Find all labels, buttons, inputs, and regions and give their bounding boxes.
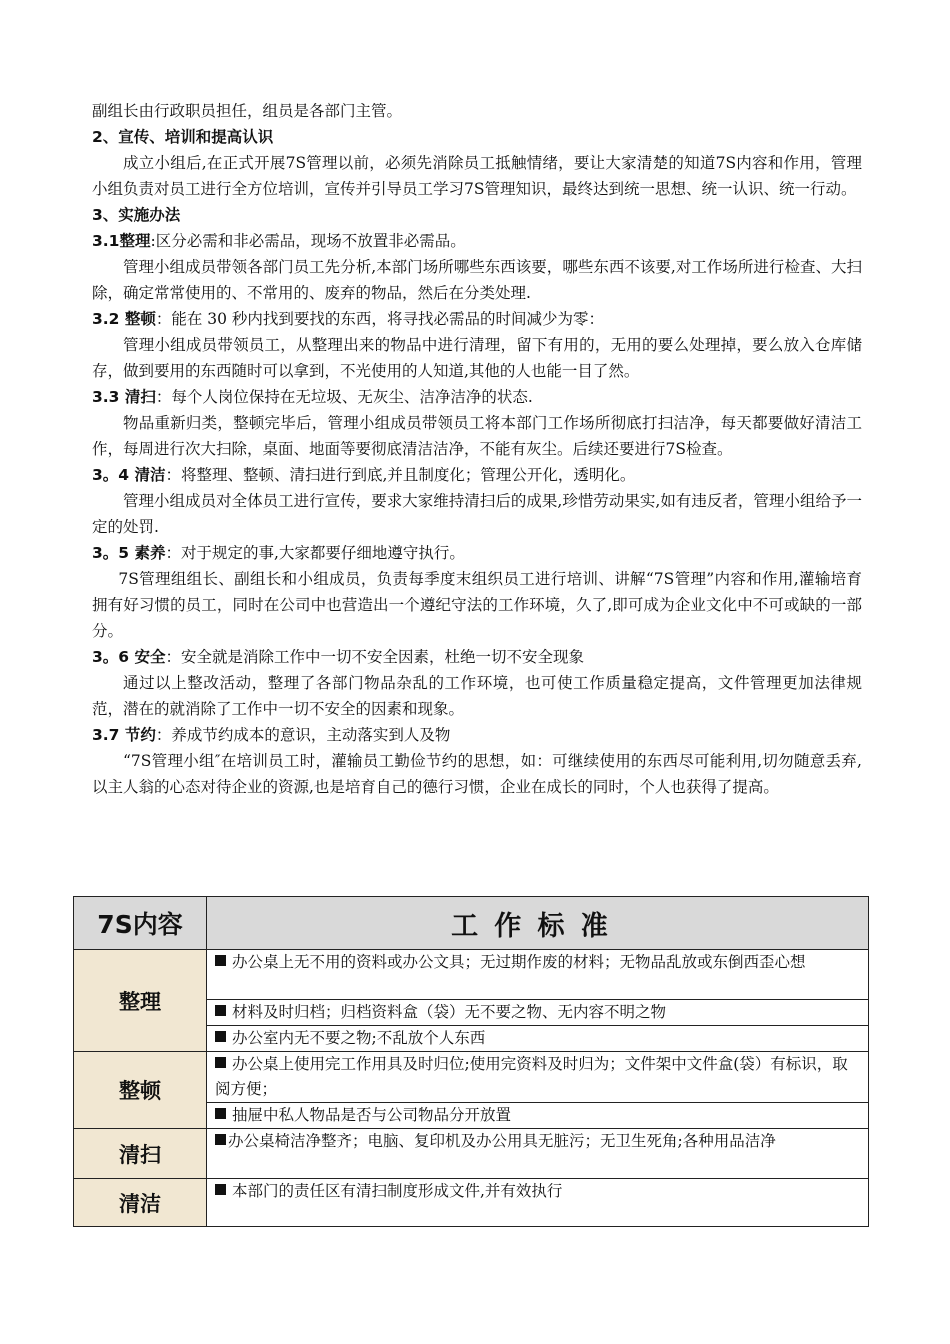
standard-item-text: 抽屉中私人物品是否与公司物品分开放置 xyxy=(232,1106,512,1124)
standard-item-text: 办公桌上使用完工作用具及时归位;使用完资料及时归为；文件架中文件盒(袋）有标识，取阅方便； xyxy=(215,1055,848,1098)
standards-table xyxy=(73,896,869,1227)
square-bullet-icon xyxy=(215,1108,226,1119)
standard-item-text: 本部门的责任区有清扫制度形成文件,并有效执行 xyxy=(232,1182,563,1200)
paragraph-text: :区分必需和非必需品，现场不放置非必需品。 xyxy=(150,232,466,250)
paragraph-text: ：安全就是消除工作中一切不安全因素，杜绝一切不安全现象 xyxy=(165,648,584,666)
square-bullet-icon xyxy=(215,1184,226,1195)
paragraph-text: “7S管理小组″在培训员工时，灌输员工勤俭节约的思想，如：可继续使用的东西尽可能利用,切勿随意丢弃,以主人翁的心态对待企业的资源,也是培育自己的德行习惯，企业在成长的同时，个人也获得了提高。 xyxy=(92,752,862,796)
paragraph-text: 通过以上整改活动，整理了各部门物品杂乱的工作环境，也可使工作质量稳定提高，文件管理更加法律规范，潜在的就消除了工作中一切不安全的因素和现象。 xyxy=(92,674,862,718)
heading-label: 3.7 节约 xyxy=(92,726,156,744)
heading-label: 3。6 安全 xyxy=(92,648,166,666)
paragraph-text: ：将整理、整顿、清扫进行到底,并且制度化；管理公开化，透明化。 xyxy=(165,466,636,484)
standard-item xyxy=(207,1129,869,1179)
body-text xyxy=(92,98,862,800)
paragraph xyxy=(92,332,862,384)
standard-item-text: 办公室内无不要之物;不乱放个人东西 xyxy=(232,1029,486,1047)
paragraph xyxy=(92,150,862,202)
paragraph-text: ：养成节约成本的意识，主动落实到人及物 xyxy=(155,726,451,744)
paragraph-text: ：每个人岗位保持在无垃圾、无灰尘、洁净洁净的状态. xyxy=(155,388,533,406)
paragraph-text: 7S管理组组长、副组长和小组成员，负责每季度末组织员工进行培训、讲解“7S管理”内容和作用,灌输培育拥有好习惯的员工，同时在公司中也营造出一个遵纪守法的工作环境，久了,即可成为企业文化中不可或缺的一部分。 xyxy=(92,570,862,640)
section-heading xyxy=(92,462,862,488)
square-bullet-icon xyxy=(215,955,226,966)
paragraph xyxy=(92,488,862,540)
standard-item-text: 材料及时归档；归档资料盒（袋）无不要之物、无内容不明之物 xyxy=(232,1003,667,1021)
paragraph xyxy=(92,566,862,644)
category-cell: 整顿 xyxy=(74,1052,207,1129)
paragraph-text: 管理小组成员带领各部门员工先分析,本部门场所哪些东西该要，哪些东西不该要,对工作场所进行检查、大扫除，确定常常使用的、不常用的、废弃的物品，然后在分类处理. xyxy=(92,258,862,302)
section-heading xyxy=(92,644,862,670)
heading-label: 3.2 整顿 xyxy=(92,310,156,328)
paragraph-text: ：对于规定的事,大家都要仔细地遵守执行。 xyxy=(165,544,465,562)
square-bullet-icon xyxy=(215,1005,226,1016)
paragraph xyxy=(92,98,862,124)
heading-label: 3.3 清扫 xyxy=(92,388,156,406)
standard-item xyxy=(207,1052,869,1103)
section-heading xyxy=(92,306,862,332)
section-heading xyxy=(92,722,862,748)
header-7s-content: 7S内容 xyxy=(74,897,207,950)
table-row xyxy=(74,1129,869,1179)
heading-label: 3、实施办法 xyxy=(92,206,181,224)
square-bullet-icon xyxy=(215,1031,226,1042)
standard-item xyxy=(207,1103,869,1129)
paragraph-text: 管理小组成员带领员工，从整理出来的物品中进行清理，留下有用的，无用的要么处理掉，要么放入仓库储存，做到要用的东西随时可以拿到，不光使用的人知道,其他的人也能一目了然。 xyxy=(92,336,862,380)
heading-label: 3。5 素养 xyxy=(92,544,166,562)
section-heading xyxy=(92,384,862,410)
standard-item xyxy=(207,1179,869,1227)
square-bullet-icon xyxy=(215,1134,226,1145)
category-cell: 清扫 xyxy=(74,1129,207,1179)
square-bullet-icon xyxy=(215,1057,226,1068)
category-cell: 清洁 xyxy=(74,1179,207,1227)
heading-label: 3。4 清洁 xyxy=(92,466,166,484)
paragraph-text: ：能在 30 秒内找到要找的东西，将寻找必需品的时间减少为零： xyxy=(155,310,604,328)
table-row xyxy=(74,950,869,1000)
section-heading xyxy=(92,202,862,228)
section-heading xyxy=(92,540,862,566)
section-heading xyxy=(92,124,862,150)
paragraph-text: 成立小组后,在正式开展7S管理以前，必须先消除员工抵触情绪，要让大家清楚的知道7S内容和作用，管理小组负责对员工进行全方位培训，宣传并引导员工学习7S管理知识，最终达到统一思想、统一认识、统一行动。 xyxy=(92,154,862,198)
paragraph xyxy=(92,748,862,800)
paragraph xyxy=(92,254,862,306)
heading-label: 3.1整理 xyxy=(92,232,151,250)
standard-item xyxy=(207,950,869,1000)
standard-item xyxy=(207,1026,869,1052)
paragraph-text: 管理小组成员对全体员工进行宣传，要求大家维持清扫后的成果,珍惜劳动果实,如有违反者，管理小组给予一定的处罚. xyxy=(92,492,862,536)
header-work-standard: 工作标准 xyxy=(207,897,869,950)
section-heading xyxy=(92,228,862,254)
paragraph-text: 副组长由行政职员担任，组员是各部门主管。 xyxy=(92,102,403,120)
standard-item xyxy=(207,1000,869,1026)
paragraph-text: 物品重新归类，整顿完毕后，管理小组成员带领员工将本部门工作场所彻底打扫洁净，每天都要做好清洁工作，每周进行次大扫除，桌面、地面等要彻底清洁洁净，不能有灰尘。后续还要进行7S检查。 xyxy=(92,414,862,458)
category-cell: 整理 xyxy=(74,950,207,1052)
paragraph xyxy=(92,670,862,722)
standard-item-text: 办公桌椅洁净整齐；电脑、复印机及办公用具无脏污；无卫生死角;各种用品洁净 xyxy=(228,1132,776,1150)
table-row xyxy=(74,1179,869,1227)
standard-item-text: 办公桌上无不用的资料或办公文具；无过期作废的材料；无物品乱放或东倒西歪心想 xyxy=(232,953,806,971)
heading-label: 2、宣传、培训和提高认识 xyxy=(92,128,274,146)
table-row xyxy=(74,1052,869,1103)
paragraph xyxy=(92,410,862,462)
